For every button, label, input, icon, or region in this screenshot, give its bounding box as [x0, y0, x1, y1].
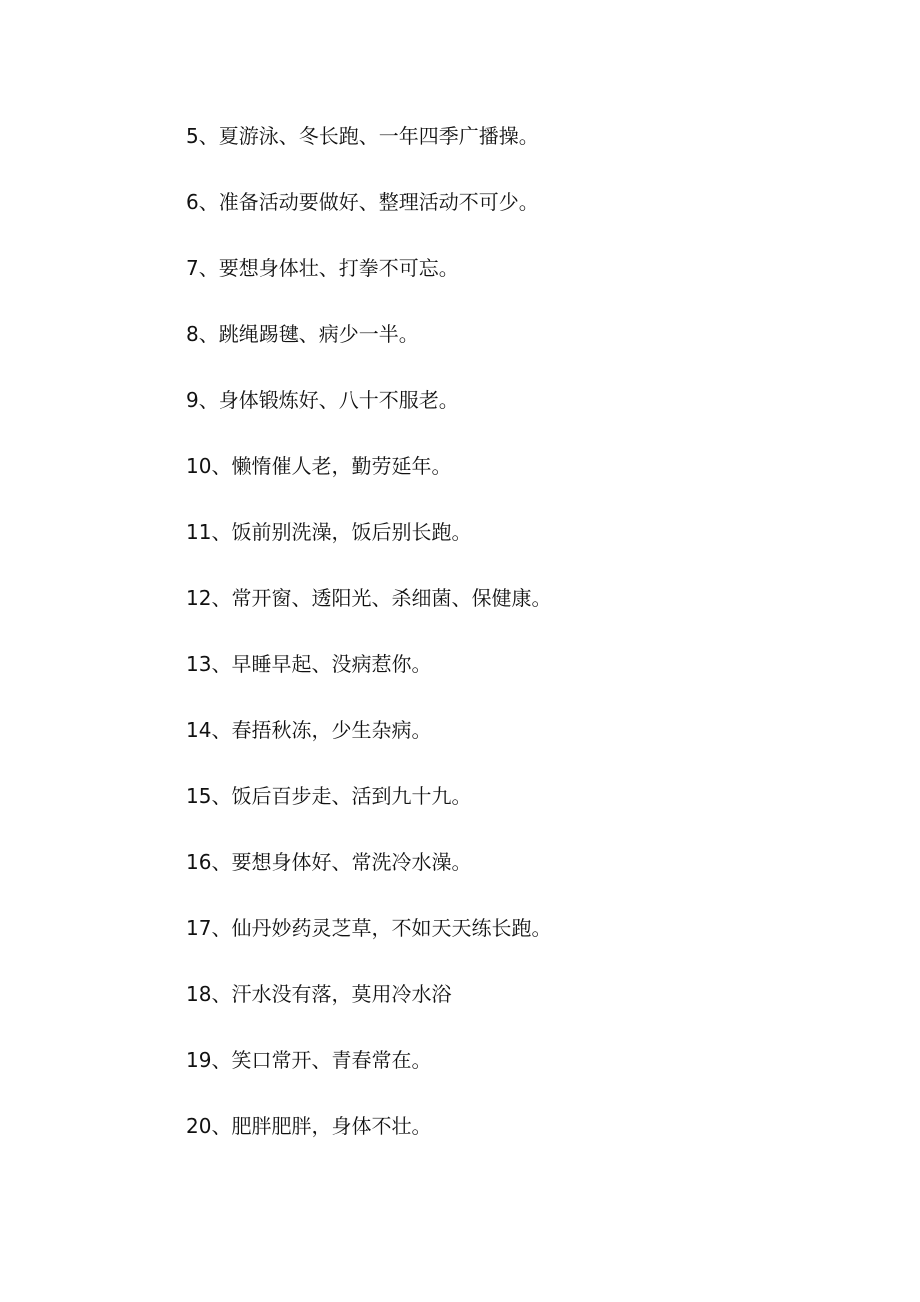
list-item: 9、身体锻炼好、八十不服老。 — [186, 388, 459, 412]
list-item: 19、笑口常开、青春常在。 — [186, 1048, 432, 1072]
proverb-list — [186, 118, 551, 1174]
list-item: 8、跳绳踢毽、病少一半。 — [186, 322, 419, 346]
list-item: 13、早睡早起、没病惹你。 — [186, 652, 432, 676]
list-item: 18、汗水没有落，莫用冷水浴 — [186, 982, 452, 1006]
list-item: 7、要想身体壮、打拳不可忘。 — [186, 256, 459, 280]
list-item: 12、常开窗、透阳光、杀细菌、保健康。 — [186, 586, 552, 610]
list-item: 17、仙丹妙药灵芝草，不如天天练长跑。 — [186, 916, 552, 940]
list-item: 11、饭前别洗澡，饭后别长跑。 — [186, 520, 472, 544]
list-item: 10、懒惰催人老，勤劳延年。 — [186, 454, 452, 478]
list-item: 6、准备活动要做好、整理活动不可少。 — [186, 190, 539, 214]
list-item: 5、夏游泳、冬长跑、一年四季广播操。 — [186, 124, 539, 148]
list-item: 20、肥胖肥胖，身体不壮。 — [186, 1114, 432, 1138]
list-item: 16、要想身体好、常洗冷水澡。 — [186, 850, 472, 874]
list-item: 14、春捂秋冻，少生杂病。 — [186, 718, 432, 742]
list-item: 15、饭后百步走、活到九十九。 — [186, 784, 472, 808]
